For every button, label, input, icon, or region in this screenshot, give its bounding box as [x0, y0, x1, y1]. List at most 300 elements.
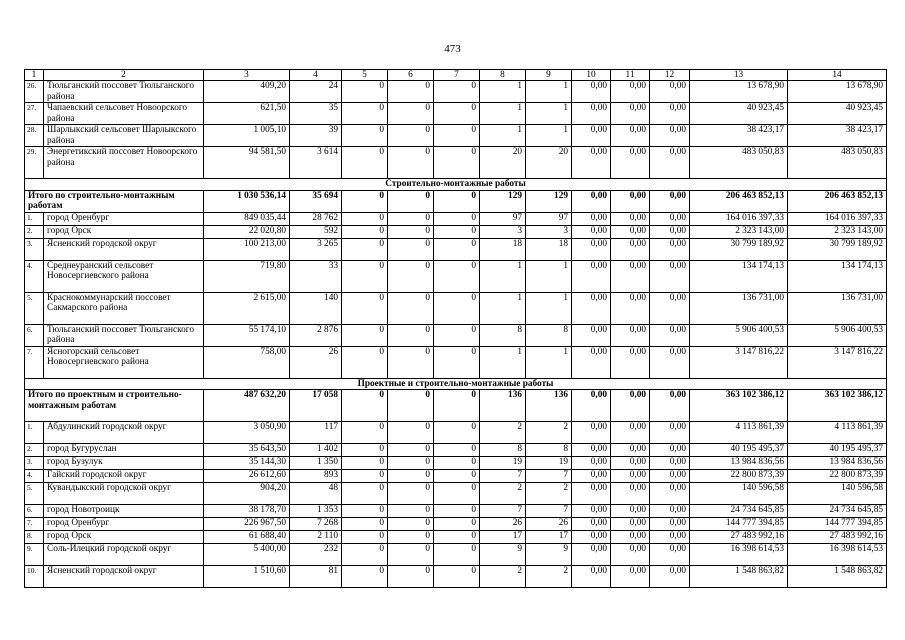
column-number-cell: 13: [690, 70, 788, 81]
value-cell: 1: [480, 260, 526, 292]
value-cell: 0,00: [572, 505, 611, 518]
value-cell: 17: [526, 531, 572, 544]
section-title: Строительно-монтажные работы: [25, 179, 887, 190]
value-cell: 140 596,58: [788, 483, 887, 505]
value-cell: 0,00: [650, 444, 690, 457]
value-cell: 0: [342, 292, 388, 324]
value-cell: 0,00: [650, 324, 690, 346]
value-cell: 0,00: [572, 147, 611, 179]
value-cell: 3 147 816,22: [690, 346, 788, 378]
total-value-cell: 0: [388, 390, 434, 422]
value-cell: 483 050,83: [788, 147, 887, 179]
value-cell: 2 323 143,00: [690, 225, 788, 238]
table-row: [25, 324, 887, 346]
value-cell: 0,00: [572, 518, 611, 531]
column-number-cell: 11: [611, 70, 650, 81]
value-cell: 0,00: [611, 470, 650, 483]
value-cell: 0: [388, 457, 434, 470]
column-number-cell: 1: [25, 70, 44, 81]
value-cell: 0: [388, 125, 434, 147]
value-cell: 0,00: [572, 470, 611, 483]
total-value-cell: 1 030 536,14: [204, 190, 290, 212]
value-cell: 0,00: [611, 457, 650, 470]
value-cell: 144 777 394,85: [788, 518, 887, 531]
table-row: [25, 444, 887, 457]
table-row: [25, 260, 887, 292]
value-cell: 0: [388, 225, 434, 238]
value-cell: 1 005,10: [204, 125, 290, 147]
value-cell: 0,00: [572, 483, 611, 505]
value-cell: 0,00: [611, 346, 650, 378]
row-index: 7.: [25, 518, 44, 531]
value-cell: 0,00: [650, 125, 690, 147]
value-cell: 0: [388, 260, 434, 292]
value-cell: 3 614: [290, 147, 342, 179]
value-cell: 0,00: [650, 147, 690, 179]
value-cell: 0: [388, 505, 434, 518]
municipality-name: Абдулинский городской округ: [44, 422, 204, 444]
value-cell: 0,00: [650, 225, 690, 238]
row-index: 2.: [25, 225, 44, 238]
municipality-name: город Орск: [44, 225, 204, 238]
value-cell: 40 923,45: [788, 103, 887, 125]
value-cell: 3: [480, 225, 526, 238]
value-cell: 0: [342, 566, 388, 588]
value-cell: 0: [434, 147, 480, 179]
value-cell: 0: [434, 544, 480, 566]
total-value-cell: 206 463 852,13: [690, 190, 788, 212]
total-value-cell: 136: [526, 390, 572, 422]
value-cell: 0,00: [650, 81, 690, 103]
row-index: 7.: [25, 346, 44, 378]
value-cell: 592: [290, 225, 342, 238]
value-cell: 144 777 394,85: [690, 518, 788, 531]
value-cell: 13 984 836,56: [690, 457, 788, 470]
value-cell: 0: [434, 566, 480, 588]
value-cell: 35 144,30: [204, 457, 290, 470]
column-number-cell: 8: [480, 70, 526, 81]
value-cell: 1: [526, 81, 572, 103]
value-cell: 0: [342, 505, 388, 518]
value-cell: 232: [290, 544, 342, 566]
table-row: [25, 125, 887, 147]
value-cell: 0,00: [572, 422, 611, 444]
value-cell: 0: [388, 147, 434, 179]
row-index: 5.: [25, 483, 44, 505]
municipality-name: город Бузулук: [44, 457, 204, 470]
value-cell: 0,00: [611, 260, 650, 292]
total-value-cell: 0: [342, 190, 388, 212]
value-cell: 5 906 400,53: [788, 324, 887, 346]
value-cell: 0,00: [572, 103, 611, 125]
value-cell: 19: [480, 457, 526, 470]
value-cell: 1 548 863,82: [690, 566, 788, 588]
section-header-row: [25, 378, 887, 389]
value-cell: 0,00: [611, 422, 650, 444]
value-cell: 97: [480, 212, 526, 225]
value-cell: 22 800 873,39: [690, 470, 788, 483]
value-cell: 2: [480, 483, 526, 505]
value-cell: 1: [480, 81, 526, 103]
value-cell: 3 265: [290, 238, 342, 260]
value-cell: 134 174,13: [788, 260, 887, 292]
value-cell: 0,00: [572, 324, 611, 346]
value-cell: 0: [342, 125, 388, 147]
value-cell: 0,00: [572, 212, 611, 225]
value-cell: 48: [290, 483, 342, 505]
table-row: [25, 457, 887, 470]
value-cell: 140 596,58: [690, 483, 788, 505]
municipality-name: Чапаевский сельсовет Новоорского района: [44, 103, 204, 125]
value-cell: 1: [526, 103, 572, 125]
total-value-cell: 0,00: [611, 390, 650, 422]
value-cell: 0: [342, 483, 388, 505]
value-cell: 2: [526, 483, 572, 505]
value-cell: 3: [526, 225, 572, 238]
row-index: 1.: [25, 422, 44, 444]
value-cell: 38 178,70: [204, 505, 290, 518]
total-value-cell: 0,00: [572, 190, 611, 212]
value-cell: 1: [526, 260, 572, 292]
column-number-cell: 12: [650, 70, 690, 81]
municipality-name: Кувандыкский городской округ: [44, 483, 204, 505]
table-row: [25, 483, 887, 505]
value-cell: 0,00: [650, 544, 690, 566]
total-value-cell: 0: [388, 190, 434, 212]
total-value-cell: 0,00: [572, 390, 611, 422]
value-cell: 621,50: [204, 103, 290, 125]
value-cell: 9: [526, 544, 572, 566]
total-value-cell: 129: [480, 190, 526, 212]
value-cell: 0: [388, 483, 434, 505]
value-cell: 136 731,00: [690, 292, 788, 324]
value-cell: 2 110: [290, 531, 342, 544]
value-cell: 0,00: [611, 81, 650, 103]
column-number-cell: 10: [572, 70, 611, 81]
table-row: [25, 238, 887, 260]
value-cell: 20: [526, 147, 572, 179]
value-cell: 409,20: [204, 81, 290, 103]
value-cell: 0: [388, 346, 434, 378]
value-cell: 0: [434, 125, 480, 147]
value-cell: 0: [388, 324, 434, 346]
value-cell: 0: [434, 225, 480, 238]
value-cell: 0: [342, 518, 388, 531]
value-cell: 0,00: [572, 225, 611, 238]
value-cell: 7: [480, 470, 526, 483]
value-cell: 0: [434, 81, 480, 103]
value-cell: 4 113 861,39: [788, 422, 887, 444]
total-row: [25, 390, 887, 422]
total-value-cell: 0,00: [650, 190, 690, 212]
total-value-cell: 129: [526, 190, 572, 212]
municipality-name: Ясненский городской округ: [44, 238, 204, 260]
value-cell: 1 510,60: [204, 566, 290, 588]
value-cell: 0: [434, 483, 480, 505]
value-cell: 97: [526, 212, 572, 225]
column-number-cell: 9: [526, 70, 572, 81]
value-cell: 0,00: [572, 125, 611, 147]
value-cell: 28 762: [290, 212, 342, 225]
value-cell: 61 688,40: [204, 531, 290, 544]
value-cell: 0: [388, 531, 434, 544]
value-cell: 0: [342, 422, 388, 444]
value-cell: 0,00: [611, 147, 650, 179]
row-index: 5.: [25, 292, 44, 324]
value-cell: 0,00: [611, 125, 650, 147]
table-row: [25, 225, 887, 238]
value-cell: 0,00: [572, 544, 611, 566]
value-cell: 0: [434, 422, 480, 444]
municipality-name: город Оренбург: [44, 212, 204, 225]
value-cell: 0: [388, 470, 434, 483]
municipality-name: Соль-Илецкий городской округ: [44, 544, 204, 566]
value-cell: 1: [526, 346, 572, 378]
row-index: 26.: [25, 81, 44, 103]
value-cell: 1: [480, 346, 526, 378]
row-index: 1.: [25, 212, 44, 225]
value-cell: 16 398 614,53: [788, 544, 887, 566]
value-cell: 0,00: [650, 292, 690, 324]
value-cell: 27 483 992,16: [788, 531, 887, 544]
value-cell: 0,00: [650, 346, 690, 378]
value-cell: 16 398 614,53: [690, 544, 788, 566]
value-cell: 136 731,00: [788, 292, 887, 324]
value-cell: 0: [388, 81, 434, 103]
value-cell: 13 678,90: [788, 81, 887, 103]
value-cell: 26 612,60: [204, 470, 290, 483]
value-cell: 27 483 992,16: [690, 531, 788, 544]
value-cell: 0: [342, 212, 388, 225]
value-cell: 4 113 861,39: [690, 422, 788, 444]
data-table: [24, 69, 887, 588]
value-cell: 1: [480, 292, 526, 324]
value-cell: 0: [388, 544, 434, 566]
value-cell: 1 350: [290, 457, 342, 470]
value-cell: 2: [526, 566, 572, 588]
value-cell: 758,00: [204, 346, 290, 378]
total-value-cell: 363 102 386,12: [690, 390, 788, 422]
value-cell: 0: [434, 103, 480, 125]
value-cell: 13 678,90: [690, 81, 788, 103]
value-cell: 0,00: [650, 518, 690, 531]
value-cell: 0: [388, 212, 434, 225]
total-value-cell: 0,00: [611, 190, 650, 212]
value-cell: 0,00: [611, 324, 650, 346]
value-cell: 18: [526, 238, 572, 260]
row-index: 27.: [25, 103, 44, 125]
value-cell: 0,00: [650, 238, 690, 260]
value-cell: 0,00: [572, 457, 611, 470]
value-cell: 5 400,00: [204, 544, 290, 566]
municipality-name: город Оренбург: [44, 518, 204, 531]
table-row: [25, 346, 887, 378]
value-cell: 24: [290, 81, 342, 103]
total-label: Итого по строительно-монтажным работам: [25, 190, 204, 212]
table-row: [25, 292, 887, 324]
value-cell: 26: [480, 518, 526, 531]
value-cell: 0: [342, 531, 388, 544]
value-cell: 164 016 397,33: [788, 212, 887, 225]
municipality-name: город Новотроицк: [44, 505, 204, 518]
value-cell: 30 799 189,92: [690, 238, 788, 260]
table-row: [25, 518, 887, 531]
value-cell: 117: [290, 422, 342, 444]
column-number-cell: 3: [204, 70, 290, 81]
column-number-cell: 2: [44, 70, 204, 81]
value-cell: 7: [526, 470, 572, 483]
value-cell: 2 876: [290, 324, 342, 346]
value-cell: 0: [434, 457, 480, 470]
value-cell: 0: [388, 518, 434, 531]
value-cell: 0: [434, 444, 480, 457]
row-index: 4.: [25, 470, 44, 483]
value-cell: 893: [290, 470, 342, 483]
value-cell: 38 423,17: [690, 125, 788, 147]
section-header-row: [25, 179, 887, 190]
value-cell: 0,00: [572, 81, 611, 103]
value-cell: 2: [526, 422, 572, 444]
value-cell: 0: [342, 346, 388, 378]
row-index: 3.: [25, 457, 44, 470]
value-cell: 0,00: [611, 531, 650, 544]
value-cell: 0: [342, 81, 388, 103]
value-cell: 33: [290, 260, 342, 292]
value-cell: 1 548 863,82: [788, 566, 887, 588]
value-cell: 0,00: [611, 566, 650, 588]
value-cell: 1: [526, 125, 572, 147]
value-cell: 0: [342, 470, 388, 483]
value-cell: 0: [434, 260, 480, 292]
row-index: 10.: [25, 566, 44, 588]
total-value-cell: 35 694: [290, 190, 342, 212]
value-cell: 0,00: [650, 212, 690, 225]
value-cell: 40 195 495,37: [788, 444, 887, 457]
value-cell: 0: [342, 238, 388, 260]
total-value-cell: 206 463 852,13: [788, 190, 887, 212]
value-cell: 0: [434, 470, 480, 483]
value-cell: 13 984 836,56: [788, 457, 887, 470]
total-value-cell: 0,00: [650, 390, 690, 422]
value-cell: 0,00: [572, 260, 611, 292]
value-cell: 0,00: [611, 483, 650, 505]
total-value-cell: 487 632,20: [204, 390, 290, 422]
value-cell: 55 174,10: [204, 324, 290, 346]
value-cell: 0,00: [572, 531, 611, 544]
value-cell: 0,00: [611, 505, 650, 518]
value-cell: 0: [434, 292, 480, 324]
value-cell: 1: [480, 125, 526, 147]
value-cell: 35: [290, 103, 342, 125]
municipality-name: город Бугуруслан: [44, 444, 204, 457]
table-row: [25, 531, 887, 544]
value-cell: 7 268: [290, 518, 342, 531]
value-cell: 24 734 645,85: [690, 505, 788, 518]
value-cell: 26: [526, 518, 572, 531]
value-cell: 100 213,00: [204, 238, 290, 260]
value-cell: 0,00: [572, 346, 611, 378]
total-value-cell: 0: [342, 390, 388, 422]
value-cell: 0,00: [611, 225, 650, 238]
value-cell: 39: [290, 125, 342, 147]
value-cell: 0: [342, 103, 388, 125]
value-cell: 0: [388, 292, 434, 324]
column-number-row: [25, 70, 887, 81]
value-cell: 8: [526, 444, 572, 457]
value-cell: 483 050,83: [690, 147, 788, 179]
value-cell: 164 016 397,33: [690, 212, 788, 225]
value-cell: 0: [342, 457, 388, 470]
column-number-cell: 7: [434, 70, 480, 81]
value-cell: 22 800 873,39: [788, 470, 887, 483]
table-row: [25, 505, 887, 518]
table-row: [25, 147, 887, 179]
value-cell: 0,00: [650, 531, 690, 544]
value-cell: 0: [342, 444, 388, 457]
municipality-name: Краснокоммунарский поссовет Сакмарского района: [44, 292, 204, 324]
municipality-name: город Орск: [44, 531, 204, 544]
value-cell: 0,00: [650, 566, 690, 588]
value-cell: 0: [342, 147, 388, 179]
value-cell: 2: [480, 422, 526, 444]
total-value-cell: 136: [480, 390, 526, 422]
value-cell: 0,00: [572, 444, 611, 457]
table-row: [25, 422, 887, 444]
value-cell: 1 353: [290, 505, 342, 518]
value-cell: 5 906 400,53: [690, 324, 788, 346]
total-value-cell: 17 058: [290, 390, 342, 422]
value-cell: 0: [434, 212, 480, 225]
value-cell: 2 615,00: [204, 292, 290, 324]
value-cell: 0,00: [572, 566, 611, 588]
value-cell: 0,00: [650, 470, 690, 483]
value-cell: 40 195 495,37: [690, 444, 788, 457]
value-cell: 849 035,44: [204, 212, 290, 225]
value-cell: 0,00: [650, 260, 690, 292]
value-cell: 719,80: [204, 260, 290, 292]
row-index: 28.: [25, 125, 44, 147]
table-row: [25, 544, 887, 566]
row-index: 6.: [25, 505, 44, 518]
value-cell: 35 643,50: [204, 444, 290, 457]
value-cell: 0: [342, 324, 388, 346]
table-row: [25, 470, 887, 483]
value-cell: 0: [388, 566, 434, 588]
value-cell: 0,00: [611, 212, 650, 225]
value-cell: 40 923,45: [690, 103, 788, 125]
value-cell: 3 050,90: [204, 422, 290, 444]
value-cell: 904,20: [204, 483, 290, 505]
value-cell: 24 734 645,85: [788, 505, 887, 518]
value-cell: 0,00: [650, 483, 690, 505]
municipality-name: Ясненский городской округ: [44, 566, 204, 588]
value-cell: 8: [480, 324, 526, 346]
row-index: 8.: [25, 531, 44, 544]
total-label: Итого по проектным и строительно-монтажным работам: [25, 390, 204, 422]
row-index: 29.: [25, 147, 44, 179]
value-cell: 0,00: [572, 238, 611, 260]
row-index: 2.: [25, 444, 44, 457]
value-cell: 26: [290, 346, 342, 378]
column-number-cell: 14: [788, 70, 887, 81]
value-cell: 0,00: [650, 103, 690, 125]
value-cell: 2: [480, 566, 526, 588]
value-cell: 0: [388, 103, 434, 125]
value-cell: 0: [434, 531, 480, 544]
value-cell: 0,00: [650, 505, 690, 518]
table-row: [25, 103, 887, 125]
total-value-cell: 0: [434, 390, 480, 422]
